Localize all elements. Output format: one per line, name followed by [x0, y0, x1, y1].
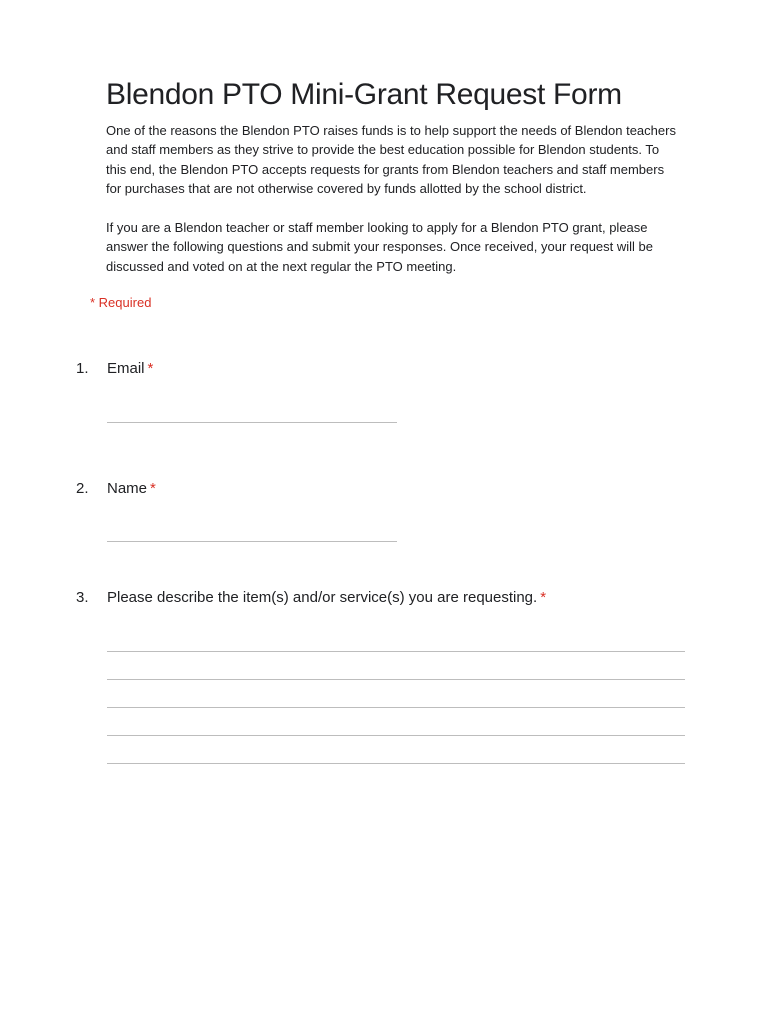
- question-label-text: Email: [107, 360, 145, 377]
- required-star: *: [147, 360, 154, 377]
- form-description: [106, 121, 681, 276]
- question-number: 2.: [76, 480, 89, 497]
- question-label-text: Please describe the item(s) and/or service(s) you are requesting.: [107, 589, 538, 606]
- required-star: *: [540, 589, 547, 606]
- required-star: *: [150, 480, 156, 497]
- question-label-name: [107, 480, 156, 497]
- required-note: * Required: [90, 295, 152, 310]
- question-label-email: [107, 360, 153, 377]
- answer-line: [107, 679, 685, 680]
- question-label-text: Name: [107, 480, 148, 497]
- answer-line: [107, 707, 685, 708]
- answer-line: [107, 735, 685, 736]
- question-label-items: [107, 589, 546, 606]
- question-number: 1.: [76, 360, 89, 377]
- question-number: 3.: [76, 589, 89, 606]
- email-answer-line[interactable]: [107, 422, 397, 423]
- form-title: Blendon PTO Mini-Grant Request Form: [106, 78, 622, 111]
- name-answer-line[interactable]: [107, 541, 397, 542]
- description-paragraph-1: One of the reasons the Blendon PTO raises funds is to help support the needs of Blendon teachers and staff members as they strive to provide the best education possible for Blendon students. To this end, the Blendon PTO accepts requests for grants from Blendon teachers and staff members for purchases that are not otherwise covered by funds allotted by the school district.: [106, 123, 676, 197]
- answer-line: [107, 763, 685, 764]
- description-paragraph-2: If you are a Blendon teacher or staff member looking to apply for a Blendon PTO grant, please answer the following questions and submit your responses. Once received, your request will be discussed and voted on at the next regular the PTO meeting.: [106, 220, 654, 274]
- answer-line: [107, 651, 685, 652]
